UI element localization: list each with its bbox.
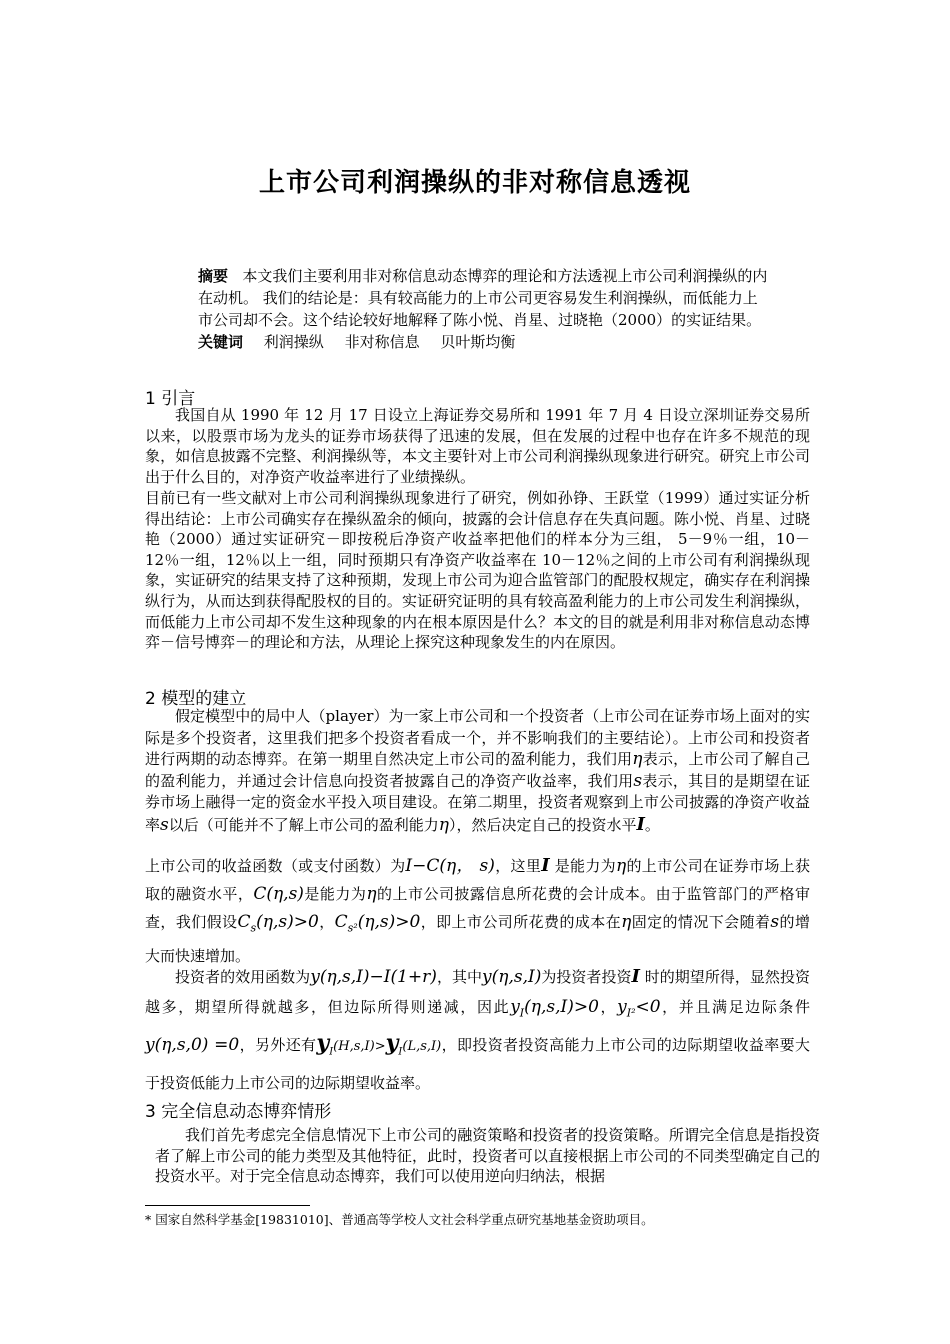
text-run: 。: [644, 815, 660, 834]
text-run: 的增大而快速增加。: [145, 913, 810, 966]
section-1-paragraph-2: 目前已有一些文献对上市公司利润操纵现象进行了研究，例如孙铮、王跃堂（1999）通过实证分析得出结论：上市公司确实存在操纵盈余的倾向，披露的会计信息存在失真问题。陈小悦、肖星、过晓艳（2000）通过实证研究－即按税后净资产收益率把他们的样本分为三组， 5－9％一组，10－12％一组，12％以上一组，同时预期只有净资产收益率在 10－12％之间的上市公司有利润操纵现象，实证研究的结果支持了这种预期，发现上市公司为迎合监管部门的配股权规定，确实存在利润操纵行为，从而达到获得配股权的目的。实证研究证明的具有较高盈利能力的上市公司发生利润操纵，而低能力上市公司却不发生这种现象的内在根本原因是什么？本文的目的就是利用非对称信息动态博弈－信号博弈－的理论和方法，从理论上探究这种现象发生的内在原因。: [145, 489, 810, 652]
math-symbol: y: [385, 1030, 399, 1057]
text-run: 固定的情况下会随着: [631, 913, 771, 931]
text-run: ，另外还有: [239, 1036, 317, 1055]
text-run: ，即投资者投资高能力上市公司的边际期望收益率要大于投资低能力上市公司的边际期望收益率。: [145, 1036, 810, 1092]
math-s: s: [770, 912, 780, 932]
text-run: ，: [318, 913, 335, 931]
math-eta: η: [621, 912, 632, 932]
text-run: 时的期望所得，显然投资越多，期望所得就越多，但边际所得则递减，因此: [145, 968, 810, 1016]
text-run: 为投资者投资: [541, 968, 632, 986]
math-cond-2: [334, 912, 421, 935]
keyword: 非对称信息: [344, 333, 420, 351]
math-yI: [510, 997, 599, 1020]
text-run: 投资者的效用函数为: [175, 968, 311, 986]
keywords-label: 关键词: [198, 333, 244, 351]
math-symbol: (H,s,I)>: [333, 1039, 386, 1055]
section-2-paragraph-3: [145, 962, 810, 1098]
math-s: s: [160, 814, 169, 835]
math-cost: C(η,s): [253, 884, 304, 904]
math-subscript: I: [398, 1046, 403, 1058]
abstract-label: 摘要: [198, 267, 229, 285]
math-yfunc: y(η,s,I): [482, 967, 542, 987]
keyword: 利润操纵: [263, 333, 324, 351]
text-run: 表示，其目的是期望在证券市场上融得一定的资金水平投入项目建设。在第二期里，投资者观察到上市公司披露的净资产收益率: [145, 771, 810, 834]
text-run: 上市公司的收益函数（或支付函数）为: [145, 857, 406, 875]
text-run: ，: [598, 998, 618, 1016]
math-symbol: (η,s)>0: [256, 912, 319, 932]
math-subscript: I: [329, 1046, 334, 1058]
text-run: 以后（可能并不了解上市公司的盈利能力: [168, 815, 439, 834]
text-run: ，: [660, 998, 679, 1016]
math-s: s: [633, 770, 643, 791]
math-symbol: (L,s,I): [402, 1039, 442, 1055]
math-symbol: C: [334, 912, 348, 932]
text-run: 表示，上市公司了解自己的盈利能力，并通过会计信息向投资者披露自己的净资产收益率，我们用: [145, 750, 810, 790]
math-eta: η: [438, 814, 449, 835]
math-eta: η: [366, 884, 377, 904]
math-cond-1: [237, 912, 319, 935]
math-subscript: I: [519, 1006, 525, 1020]
text-run: 是能力为: [303, 885, 367, 903]
math-symbol: y: [510, 997, 520, 1017]
section-heading-2: 2 模型的建立: [145, 689, 247, 709]
math-symbol: (η,s,I)>0: [524, 997, 599, 1017]
keyword: 贝叶斯均衡: [440, 333, 516, 351]
section-heading-3: 3 完全信息动态博弈情形: [145, 1102, 332, 1122]
math-symbol: y: [617, 997, 627, 1017]
text-run: 是能力为: [549, 857, 616, 875]
math-high-low: [316, 1030, 442, 1058]
abstract-block: [198, 265, 768, 353]
text-run: 的上市公司在证券市场上获取的融资水平，: [145, 857, 810, 903]
math-symbol: <0: [635, 997, 661, 1017]
abstract-paragraph: [198, 265, 768, 331]
math-eta: η: [632, 749, 643, 769]
math-boundary: y(η,s,0) =0: [145, 1035, 240, 1056]
section-heading-1: 1 引言: [145, 389, 196, 409]
section-2-paragraph-2: [145, 852, 810, 970]
section-2-paragraph-1: [145, 706, 810, 836]
text-run: ，这里: [494, 857, 542, 875]
math-I: I: [636, 813, 645, 835]
math-symbol: y: [316, 1030, 330, 1057]
math-I: I: [631, 966, 640, 987]
text-run: ，其中: [436, 968, 483, 986]
footnote-rule: [145, 1205, 310, 1206]
footnote: * 国家自然科学基金[19831010]、普通高等学校人文社会科学重点研究基地基金资助项目。: [145, 1212, 654, 1227]
math-symbol: (η,s)>0: [357, 912, 421, 932]
math-revenue: I−C(η， s): [405, 856, 495, 876]
keywords-row: [198, 331, 768, 353]
text-run: ，即上市公司所花费的成本在: [420, 913, 622, 931]
text-run: ），然后决定自己的投资水平: [448, 815, 637, 834]
math-utility: y(η,s,I)−I(1+r): [310, 967, 437, 987]
section-3-paragraph-1: 我们首先考虑完全信息情况下上市公司的融资策略和投资者的投资策略。所谓完全信息是指投资者了解上市公司的能力类型及其他特征，此时，投资者可以直接根据上市公司的不同类型确定自己的投资水平。对于完全信息动态博弈，我们可以使用逆向归纳法，根据: [155, 1126, 820, 1186]
math-subscript: I²: [626, 1006, 636, 1020]
math-eta: η: [615, 856, 627, 876]
math-yI2: [617, 997, 661, 1020]
text-run: 假定模型中的局中人（player）为一家上市公司和一个投资者（上市公司在证券市场上面对的实际是多个投资者，这里我们把多个投资者看成一个，并不影响我们的主要结论）。上市公司和投资者进行两期的动态博弈。在第一期里自然决定上市公司的盈利能力，我们用: [145, 707, 810, 768]
text-run: 并且满足边际条件: [678, 998, 810, 1016]
abstract-text: 本文我们主要利用非对称信息动态博弈的理论和方法透视上市公司利润操纵的内在动机。 我们的结论是：具有较高能力的上市公司更容易发生利润操纵，而低能力上市公司却不会。这个结论较好地解释了陈小悦、肖星、过晓艳（2000）的实证结果。: [198, 267, 768, 329]
math-subscript: s: [250, 921, 257, 935]
section-1-paragraph-1: 我国自从 1990 年 12 月 17 日设立上海证券交易所和 1991 年 7 月 4 日设立深圳证券交易所以来，以股票市场为龙头的证券市场获得了迅速的发展，但在发展的过程中也存在许多不规范的现象，如信息披露不完整、利润操纵等，本文主要针对上市公司利润操纵现象进行研究。研究上市公司出于什么目的，对净资产收益率进行了业绩操纵。: [145, 406, 810, 486]
text-run: 的上市公司披露信息所花费的会计成本。由于监管部门的严格审查，我们假设: [145, 885, 810, 931]
math-subscript: s²: [347, 921, 358, 935]
math-symbol: C: [237, 912, 251, 932]
paper-title: 上市公司利润操纵的非对称信息透视: [258, 168, 691, 198]
math-I: I: [541, 855, 550, 876]
